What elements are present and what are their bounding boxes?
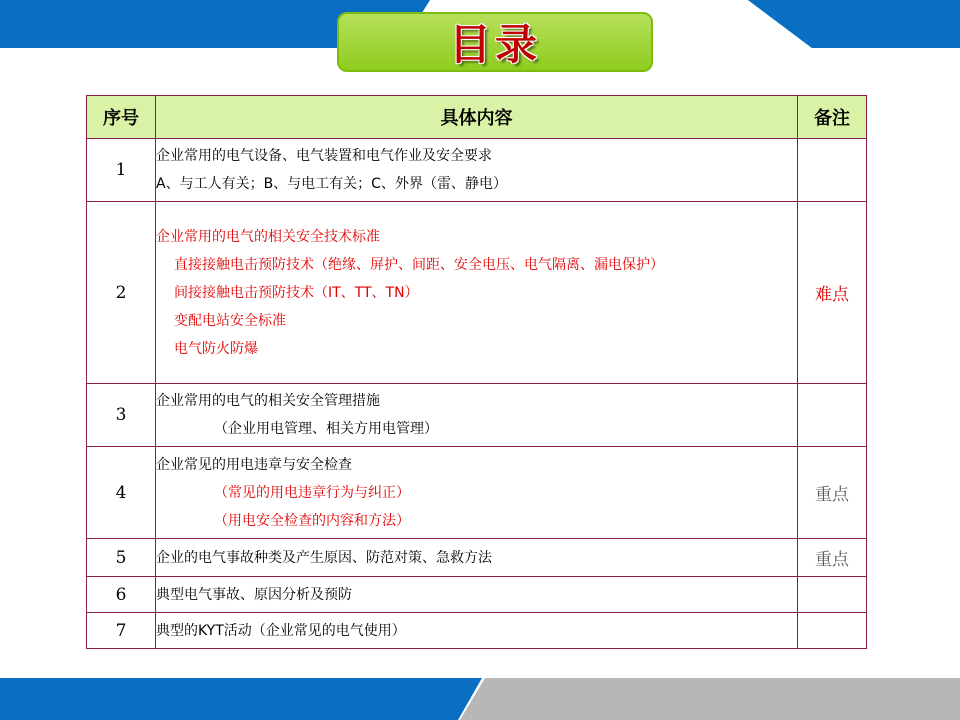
table-row — [87, 613, 867, 649]
content-line: 企业常见的用电违章与安全检查 — [156, 456, 352, 473]
table-row — [87, 577, 867, 613]
content-line: 变配电站安全标准 — [174, 312, 286, 329]
content-line: 电气防火防爆 — [174, 340, 258, 357]
table-row — [87, 447, 867, 539]
table-row — [87, 202, 867, 384]
content-line: （企业用电管理、相关方用电管理） — [214, 421, 438, 437]
contents-table — [86, 95, 867, 649]
row-note — [798, 139, 867, 202]
row-content — [156, 139, 798, 202]
row-index: 6 — [87, 577, 156, 613]
row-index: 1 — [87, 139, 156, 202]
header-index: 序号 — [87, 96, 156, 139]
content-line: 直接接触电击预防技术（绝缘、屏护、间距、安全电压、电气隔离、漏电保护） — [174, 256, 664, 273]
header-content: 具体内容 — [156, 96, 798, 139]
table-row — [87, 139, 867, 202]
content-line: 企业常用的电气的相关安全技术标准 — [156, 228, 380, 245]
row-content — [156, 613, 798, 649]
row-index: 5 — [87, 539, 156, 577]
row-content — [156, 539, 798, 577]
row-content — [156, 384, 798, 447]
row-note: 难点 — [798, 202, 867, 384]
row-note: 重点 — [798, 447, 867, 539]
content-line: （常见的用电违章行为与纠正） — [214, 484, 410, 501]
content-line: 企业常用的电气的相关安全管理措施 — [156, 393, 380, 409]
table-row — [87, 384, 867, 447]
table-header-row — [87, 96, 867, 139]
row-index: 4 — [87, 447, 156, 539]
row-index: 7 — [87, 613, 156, 649]
row-note — [798, 384, 867, 447]
title-banner — [337, 12, 653, 72]
row-index: 2 — [87, 202, 156, 384]
content-line: A、与工人有关；B、与电工有关；C、外界（雷、静电） — [156, 176, 507, 192]
header-note: 备注 — [798, 96, 867, 139]
page-title: 目录 — [448, 20, 541, 69]
row-content — [156, 577, 798, 613]
content-line: 企业常用的电气设备、电气装置和电气作业及安全要求 — [156, 148, 492, 164]
row-note — [798, 613, 867, 649]
table-row — [87, 539, 867, 577]
content-line: 间接接触电击预防技术（IT、TT、TN） — [174, 284, 419, 301]
row-content — [156, 447, 798, 539]
row-index: 3 — [87, 384, 156, 447]
content-line: 典型的KYT活动（企业常见的电气使用） — [156, 622, 406, 639]
content-line: 企业的电气事故种类及产生原因、防范对策、急救方法 — [156, 549, 492, 566]
row-content — [156, 202, 798, 384]
row-note: 重点 — [798, 539, 867, 577]
content-line: （用电安全检查的内容和方法） — [214, 512, 410, 529]
content-line: 典型电气事故、原因分析及预防 — [156, 586, 352, 603]
row-note — [798, 577, 867, 613]
